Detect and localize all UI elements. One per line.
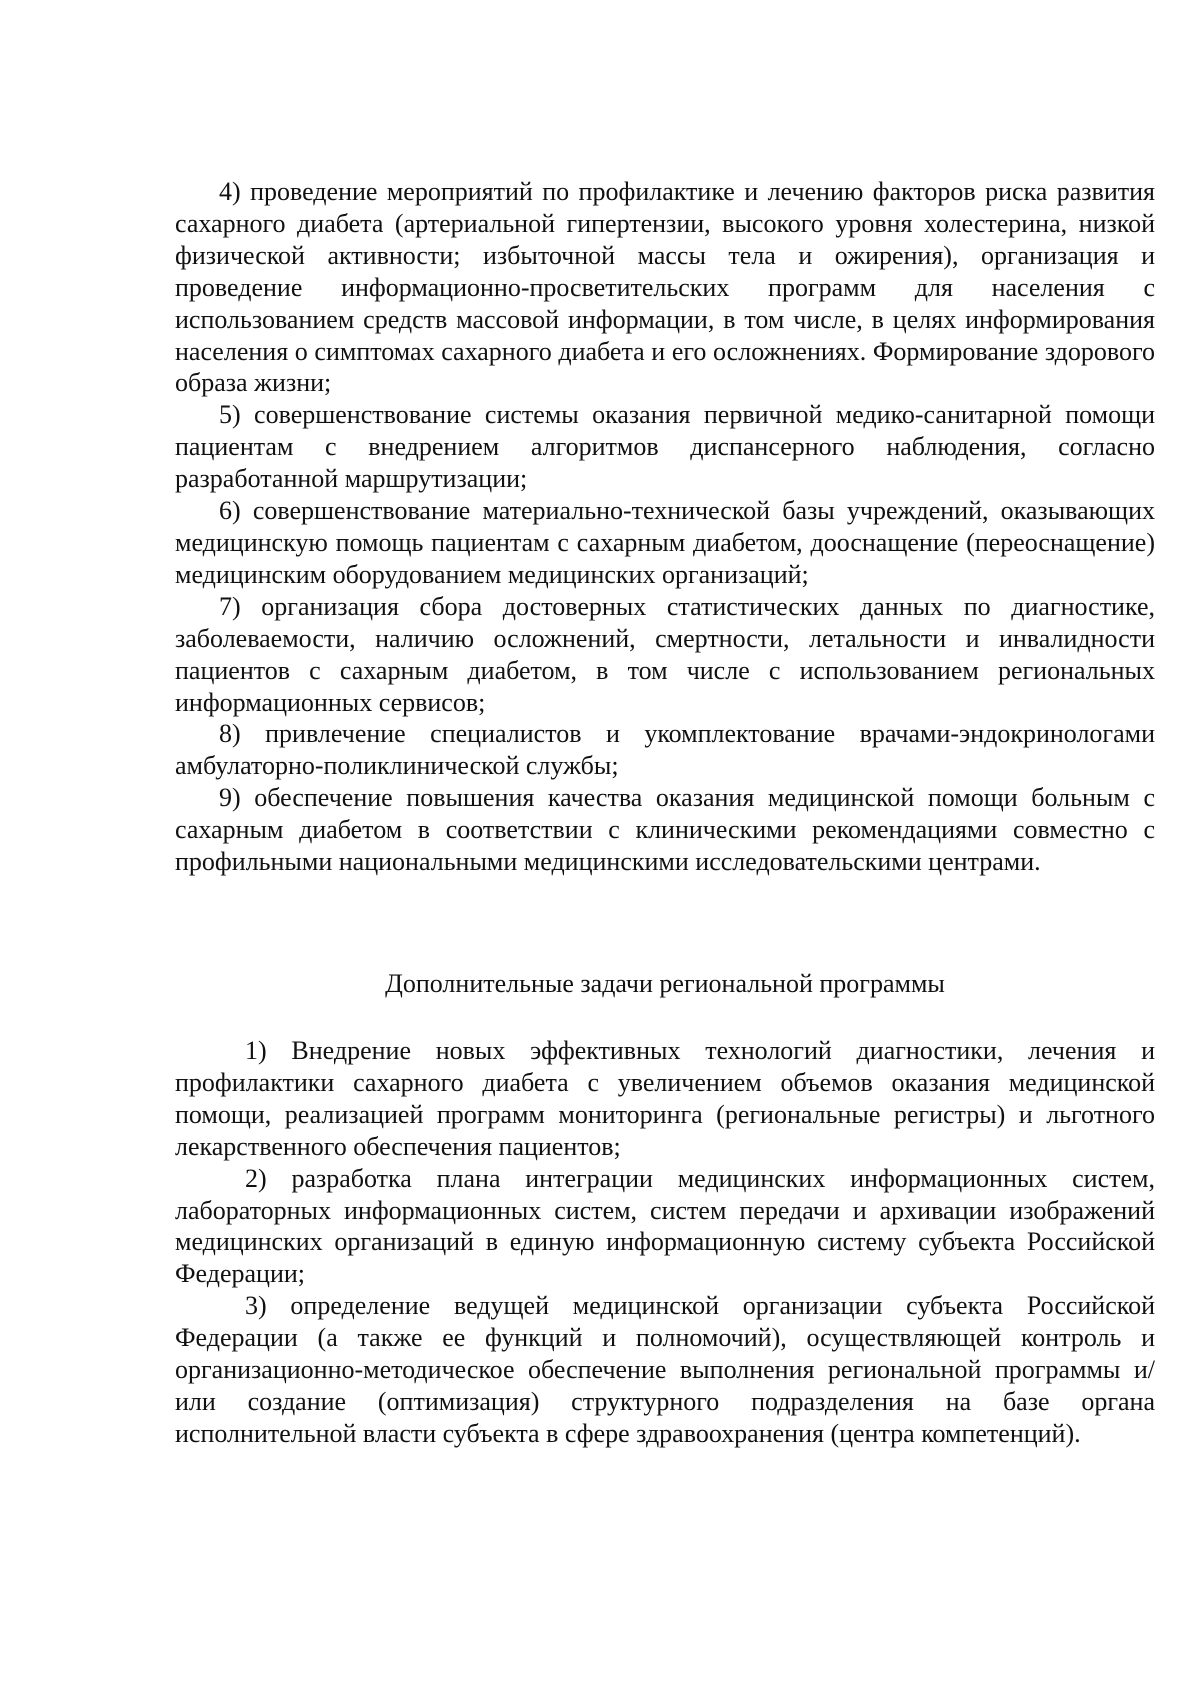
additional-task-item-2: 2) разработка плана интеграции медицинских информационных систем, лабораторных информационных систем, систем передачи и архивации изображений медицинских организаций в единую информационную систему субъекта Российской Федерации; <box>175 1163 1155 1289</box>
task-item-7: 7) организация сбора достоверных статистических данных по диагностике, заболеваемости, наличию осложнений, смертности, летальности и инвалидности пациентов с сахарным диабетом, в том числе с использованием региональных информационных сервисов; <box>175 591 1155 717</box>
task-item-6: 6) совершенствование материально-технической базы учреждений, оказывающих медицинскую помощь пациентам с сахарным диабетом, дооснащение (переоснащение) медицинским оборудованием медицинских организаций; <box>175 496 1155 589</box>
additional-task-item-3: 3) определение ведущей медицинской организации субъекта Российской Федерации (а также ее функций и полномочий), осуществляющей контроль и организационно-методическое обеспечение выполнения региональной программы и/или создание (оптимизация) структурного подразделения на базе органа исполнительной власти субъекта в сфере здравоохранения (центра компетенций). <box>175 1291 1155 1448</box>
task-item-4: 4) проведение мероприятий по профилактике и лечению факторов риска развития сахарного диабета (артериальной гипертензии, высокого уровня холестерина, низкой физической активности; избыточной массы тела и ожирения), организация и проведение информационно-просветительских программ для населения с использованием средств массовой информации, в том числе, в целях информирования населения о симптомах сахарного диабета и его осложнениях. Формирование здорового образа жизни; <box>175 177 1155 398</box>
tasks-continued-list <box>175 176 1155 878</box>
task-item-8: 8) привлечение специалистов и укомплектование врачами-эндокринологами амбулаторно-поликлинической службы; <box>175 719 1155 781</box>
additional-task-item-1: 1) Внедрение новых эффективных технологий диагностики, лечения и профилактики сахарного диабета с увеличением объемов оказания медицинской помощи, реализацией программ мониторинга (региональные регистры) и льготного лекарственного обеспечения пациентов; <box>175 1036 1155 1161</box>
section-heading: Дополнительные задачи региональной программы <box>385 969 945 998</box>
task-item-5: 5) совершенствование системы оказания первичной медико-санитарной помощи пациентам с внедрением алгоритмов диспансерного наблюдения, согласно разработанной маршрутизации; <box>175 400 1155 494</box>
additional-tasks-list <box>175 1035 1155 1450</box>
task-item-9: 9) обеспечение повышения качества оказания медицинской помощи больным с сахарным диабетом в соответствии с клиническими рекомендациями совместно с профильными национальными медицинскими исследовательскими центрами. <box>175 783 1155 877</box>
